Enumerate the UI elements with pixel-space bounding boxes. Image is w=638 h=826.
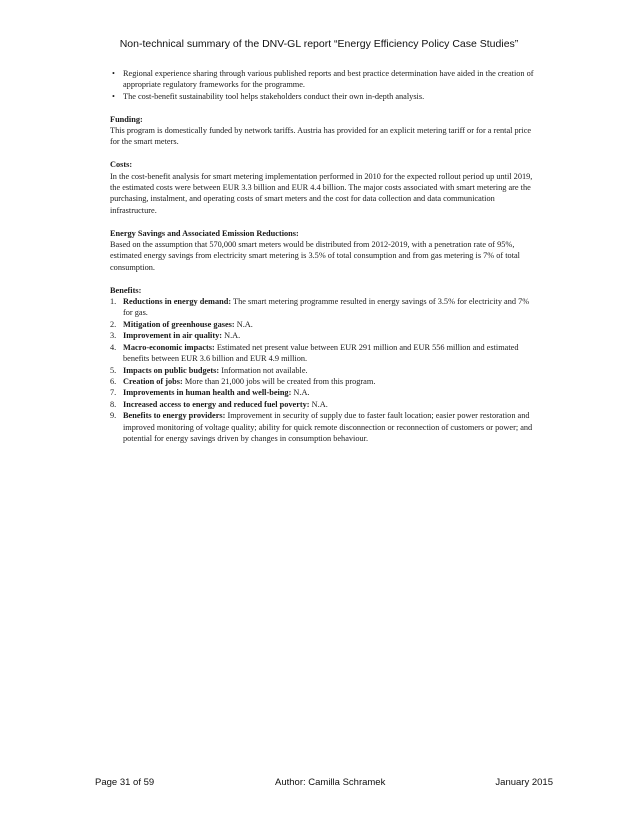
bullet-text: Regional experience sharing through various published reports and best practice determination have aided in the creation of appropriate regulatory frameworks for the programme. [123, 69, 534, 90]
benefit-text: Improvement in security of supply due to faster fault location; easier power restoration and improved monitoring of voltage quality; ability for quick remote disconnection or reconnection of customers or power; and potential for energy savings driven by changes in consumption behaviour. [123, 411, 533, 443]
benefit-item [110, 330, 540, 341]
benefit-text: N.A. [309, 399, 328, 409]
benefit-number: 1. [110, 297, 117, 307]
benefit-text: N.A. [234, 319, 253, 329]
benefit-label: Improvements in human health and well-being: [123, 388, 292, 398]
benefit-label: Impacts on public budgets: [123, 365, 220, 375]
benefit-label: Mitigation of greenhouse gases: [123, 319, 235, 329]
benefit-number: 6. [110, 376, 117, 386]
benefit-number: 2. [110, 319, 117, 329]
benefit-number: 5. [110, 365, 117, 375]
footer-author: Author: Camilla Schramek [275, 777, 386, 788]
costs-section [110, 159, 540, 216]
savings-heading: Energy Savings and Associated Emission Reductions: [110, 228, 299, 238]
benefit-number: 7. [110, 388, 117, 398]
bullet-item [110, 68, 540, 91]
benefit-label: Increased access to energy and reduced fuel poverty: [123, 399, 310, 409]
savings-text: Based on the assumption that 570,000 smart meters would be distributed from 2012-2019, with a penetration rate of 95%, estimated energy savings from electricity smart metering is 3.5% of total consumption and from gas metering is 7% of total consumption. [110, 240, 520, 272]
benefit-label: Reductions in energy demand: [123, 297, 232, 307]
page-number: Page 31 of 59 [95, 777, 155, 788]
bullet-icon: • [112, 91, 115, 101]
bullet-text: The cost-benefit sustainability tool helps stakeholders conduct their own in-depth analysis. [123, 91, 425, 101]
benefit-item [110, 365, 540, 376]
benefit-item [110, 376, 540, 387]
benefit-label: Creation of jobs: [123, 376, 183, 386]
benefit-item [110, 342, 540, 365]
benefit-text: Information not available. [219, 365, 308, 375]
benefits-list [110, 296, 540, 444]
benefit-item [110, 410, 540, 444]
benefits-heading: Benefits: [110, 285, 142, 295]
benefit-number: 4. [110, 342, 117, 352]
benefit-label: Benefits to energy providers: [123, 411, 226, 421]
benefit-text: The smart metering programme resulted in energy savings of 3.5% for electricity and 7% for gas. [123, 297, 530, 318]
bullet-list [110, 68, 540, 102]
benefit-number: 3. [110, 331, 117, 341]
footer-date: January 2015 [495, 777, 553, 788]
benefit-item [110, 387, 540, 398]
bullet-icon: • [112, 69, 115, 78]
page-content [110, 68, 540, 444]
funding-section [110, 114, 540, 148]
benefit-label: Macro-economic impacts: [123, 342, 215, 352]
benefit-number: 8. [110, 399, 117, 409]
page-header: Non-technical summary of the DNV-GL report “Energy Efficiency Policy Case Studies” [119, 38, 519, 50]
costs-heading: Costs: [110, 160, 133, 170]
benefit-text: N.A. [222, 331, 241, 341]
funding-text: This program is domestically funded by network tariffs. Austria has provided for an explicit metering tariff or for a rental price for the smart meters. [110, 126, 532, 147]
benefit-number: 9. [110, 411, 117, 421]
benefit-label: Improvement in air quality: [123, 331, 223, 341]
benefit-item [110, 319, 540, 330]
benefit-text: More than 21,000 jobs will be created from this program. [182, 376, 376, 386]
funding-heading: Funding: [110, 114, 143, 124]
benefit-item [110, 296, 540, 319]
benefit-text: Estimated net present value between EUR 291 million and EUR 556 million and estimated benefits between EUR 3.6 billion and EUR 4.9 million. [123, 342, 519, 364]
benefit-item [110, 399, 540, 410]
costs-text: In the cost-benefit analysis for smart metering implementation performed in 2010 for the expected rollout period up until 2019, the estimated costs were between EUR 3.3 billion and EUR 4.4 billion. The major costs associated with smart metering are the purchasing, instalment, and operating costs of smart meters and the cost for data collection and data communication infrastructure. [110, 171, 533, 215]
savings-section [110, 228, 540, 274]
bullet-item [110, 91, 540, 102]
benefits-section [110, 285, 540, 445]
benefit-text: N.A. [291, 388, 310, 398]
